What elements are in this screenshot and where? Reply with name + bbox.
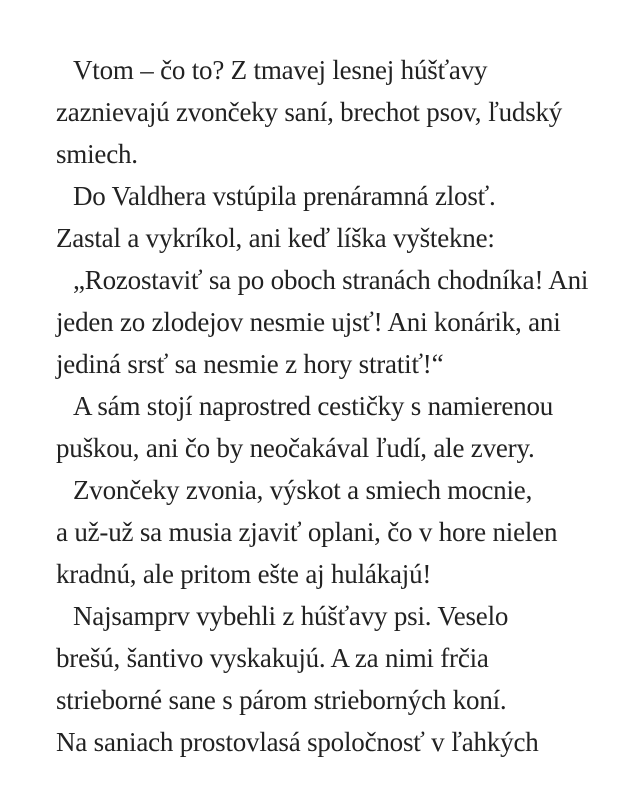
text-line: a už-už sa musia zjaviť oplani, čo v hore nielen [56,517,558,547]
text-line: Najsamprv vybehli z húšťavy psi. Veselo [73,601,509,631]
text-line: Zastal a vykríkol, ani keď líška vyštekne: [56,223,495,253]
text-line: Vtom – čo to? Z tmavej lesnej húšťavy [73,55,488,85]
text-line: jediná srsť sa nesmie z hory stratiť!“ [56,349,444,379]
text-line: strieborné sane s párom strieborných koní. [56,685,507,715]
text-line: Zvončeky zvonia, výskot a smiech mocnie, [73,475,533,505]
body-text [56,49,616,763]
text-line: smiech. [56,139,138,169]
text-line: „Rozostaviť sa po oboch stranách chodníka! Ani [73,265,589,295]
text-line: A sám stojí naprostred cestičky s namierenou [73,391,554,421]
text-line: Na saniach prostovlasá spoločnosť v ľahkých [56,727,539,757]
text-line: Do Valdhera vstúpila prenáramná zlosť. [73,181,496,211]
text-line: jeden zo zlodejov nesmie ujsť! Ani konárik, ani [56,307,561,337]
text-line: kradnú, ale pritom ešte aj hulákajú! [56,559,432,589]
text-line: brešú, šantivo vyskakujú. A za nimi frčia [56,643,489,673]
text-line: zaznievajú zvončeky saní, brechot psov, ľudský [56,97,563,127]
text-line: puškou, ani čo by neočakával ľudí, ale zvery. [56,433,535,463]
